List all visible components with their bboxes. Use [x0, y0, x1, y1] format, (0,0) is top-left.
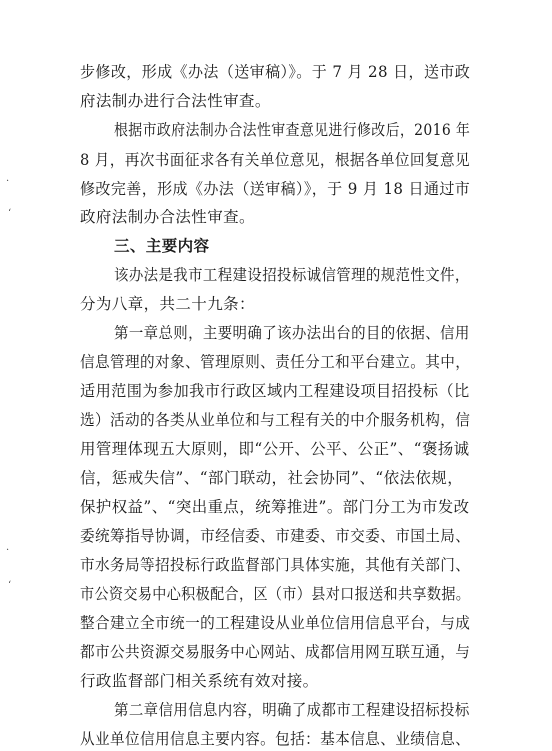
- text-line: 步修改，形成《办法（送审稿）》。于 7 月 28 日，送市政: [80, 63, 471, 81]
- text-line: 行政监督部门相关系统有效对接。: [80, 672, 319, 690]
- binding-hole-mark: ·: [6, 176, 10, 187]
- text-line: 选）活动的各类从业单位和与工程有关的中介服务机构，信: [80, 411, 471, 429]
- text-line: 府法制办进行合法性审查。: [80, 92, 271, 110]
- binding-hole-mark: ‘: [8, 580, 12, 591]
- text-line: 市水务局等招投标行政监督部门具体实施，其他有关部门、: [80, 556, 471, 574]
- section-heading: 三、主要内容: [114, 237, 210, 255]
- paragraph-start-line: 第二章信用信息内容，明确了成都市工程建设招标投标: [114, 701, 470, 719]
- text-line: 分为八章，共二十九条：: [80, 295, 255, 313]
- text-line: 8 月，再次书面征求各有关单位意见，根据各单位回复意见: [80, 151, 470, 169]
- text-line: 整合建立全市统一的工程建设从业单位信用信息平台，与成: [80, 614, 471, 632]
- text-line: 市公资交易中心积极配合，区（市）县对口报送和共享数据。: [80, 585, 471, 603]
- text-line: 信，惩戒失信”、“部门联动，社会协同”、“依法依规，: [80, 469, 464, 487]
- text-line: 保护权益”、“突出重点，统筹推进”。部门分工为市发改: [80, 498, 470, 516]
- text-line: 修改完善，形成《办法（送审稿）》，于 9 月 18 日通过市: [80, 180, 471, 198]
- paragraph-start-line: 第一章总则，主要明确了该办法出台的目的依据、信用: [114, 324, 470, 342]
- text-line: 从业单位信用信息主要内容。包括：基本信息、业绩信息、: [80, 730, 471, 748]
- paragraph-start-line: 该办法是我市工程建设招投标诚信管理的规范性文件，: [114, 266, 470, 284]
- binding-hole-mark: ‘: [8, 208, 12, 219]
- binding-hole-mark: ·: [6, 545, 10, 556]
- text-line: 信息管理的对象、管理原则、责任分工和平台建立。其中，: [80, 353, 471, 371]
- text-line: 都市公共资源交易服务中心网站、成都信用网互联互通，与: [80, 643, 471, 661]
- text-line: 政府法制办合法性审查。: [80, 208, 255, 226]
- text-line: 用管理体现五大原则，即“公开、公平、公正”、“褒扬诚: [80, 440, 470, 458]
- text-line: 委统筹指导协调，市经信委、市建委、市交委、市国土局、: [80, 527, 471, 545]
- text-line: 适用范围为参加我市行政区域内工程建设项目招投标（比: [80, 382, 470, 400]
- paragraph-start-line: 根据市政府法制办合法性审查意见进行修改后，2016 年: [114, 121, 471, 139]
